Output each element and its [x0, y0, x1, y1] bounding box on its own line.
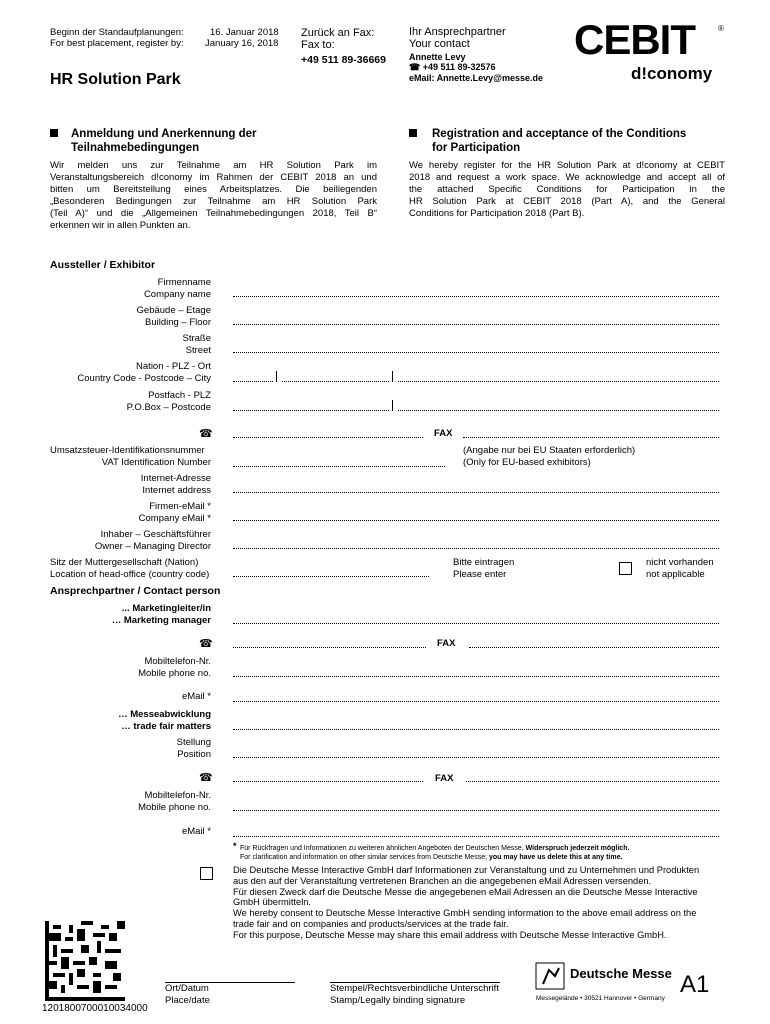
footnote-en [240, 853, 622, 863]
trade-fair-label-en: … trade fair matters [121, 721, 211, 732]
consent-line: GmbH übermitteln. [233, 897, 312, 908]
deutsche-messe-logo-icon [535, 962, 565, 990]
intro-en-text [409, 160, 725, 220]
fax-field[interactable] [463, 437, 719, 438]
company-label-de: Firmenname [157, 277, 211, 288]
marketing-label [112, 603, 211, 627]
na-label-de: nicht vorhanden [646, 557, 714, 568]
company-email-label [139, 501, 211, 525]
signature-label-de: Stempel/Rechtsverbindliche Unterschrift [330, 983, 499, 994]
trade-fair-label-de: … Messeabwicklung [118, 709, 211, 720]
building-label-de: Gebäude – Etage [136, 305, 211, 316]
company-email-field[interactable] [233, 520, 719, 521]
street-field[interactable] [233, 352, 719, 353]
enter-label-de: Bitte eintragen [453, 557, 515, 568]
consent-text [233, 865, 699, 941]
company-email-label-de: Firmen-eMail * [149, 501, 211, 512]
trade-fair-fax-field[interactable] [466, 781, 719, 782]
pobox-postcode-field[interactable] [398, 410, 719, 411]
building-label-en: Building – Floor [144, 317, 211, 328]
marketing-phone-field[interactable] [233, 647, 426, 648]
street-label-en: Street [185, 345, 211, 356]
vat-note-en: (Only for EU-based exhibitors) [463, 457, 591, 468]
consent-line: We hereby consent to Deutsche Messe Interactive GmbH sending information to the above email address on the [233, 908, 697, 919]
mobile-label-de: Mobiltelefon-Nr. [144, 656, 211, 667]
intro-de-line: (Teil A)“ und die „Allgemeinen Teilnahmebedingungen 2018, Teil B“ [50, 208, 377, 219]
company-field[interactable] [233, 296, 719, 297]
phone-icon: ☎ [199, 772, 213, 784]
owner-label-de: Inhaber – Geschäftsführer [100, 529, 211, 540]
intro-de-line: Wir melden uns zur Teilnahme am HR Solution Park im [50, 160, 377, 171]
intro-de-line: erkennen wir in allen Punkten an. [50, 220, 191, 231]
contact-en: Your contact [409, 38, 470, 50]
mobile-label-en: Mobile phone no. [138, 668, 211, 679]
owner-label [95, 529, 211, 553]
trade-fair-label [118, 709, 211, 733]
contact-phone: ☎ +49 511 89-32576 [409, 62, 496, 72]
deutsche-messe-name: Deutsche Messe [570, 966, 672, 981]
web-label-de: Internet-Adresse [140, 473, 211, 484]
position-label [177, 737, 211, 761]
marketing-mobile-field[interactable] [233, 676, 719, 677]
consent-line: For this purpose, Deutsche Messe may share this email address with Deutsche Messe Interactive GmbH. [233, 929, 667, 940]
pobox-label [127, 390, 211, 414]
consent-line: aus den auf der Veranstaltung vertretenen Branchen an die angegebenen eMail Adressen versenden. [233, 875, 652, 886]
field-separator [276, 371, 277, 382]
intro-de-title-2: Teilnahmebedingungen [71, 142, 200, 154]
intro-de-title-1: Anmeldung und Anerkennung der [71, 128, 257, 140]
deadline-en-date: January 16, 2018 [205, 38, 279, 49]
intro-de-line: bitten um Bereitstellung eines Arbeitsplatzes. Die beiliegenden [50, 184, 377, 195]
signature-label [330, 983, 499, 1007]
vat-label-en: VAT Identification Number [101, 457, 211, 468]
intro-en-title-2: for Participation [432, 142, 521, 154]
fax-de: Zurück an Fax: [301, 27, 375, 39]
pobox-label-de: Postfach - PLZ [148, 390, 211, 401]
cebit-logo-text: CEBIT [574, 16, 695, 63]
company-email-label-en: Company eMail * [138, 513, 211, 524]
fax-label: FAX [435, 773, 454, 784]
building-field[interactable] [233, 324, 719, 325]
intro-de-line: „Besonderen Bedingungen zur Teilnahme am HR Solution Park [50, 196, 377, 207]
pobox-label-en: P.O.Box – Postcode [126, 402, 211, 413]
na-label-en: not applicable [646, 569, 705, 580]
web-label-en: Internet address [142, 485, 211, 496]
position-field[interactable] [233, 757, 719, 758]
diconomy-logo-text: d!conomy [631, 64, 713, 83]
nation-label-de: Nation - PLZ - Ort [136, 361, 211, 372]
deadline-de: Beginn der Standaufplanungen: [50, 27, 184, 38]
place-date-label-de: Ort/Datum [165, 983, 209, 994]
country-code-field[interactable] [233, 381, 273, 382]
cebit-logo [574, 16, 724, 90]
footnote-de-bold: Widerspruch jederzeit möglich. [525, 845, 630, 852]
fax-label: FAX [437, 638, 456, 649]
enter-label [453, 557, 514, 581]
footnote-star: * [233, 841, 237, 851]
company-label [144, 277, 211, 301]
signature-label-en: Stamp/Legally binding signature [330, 995, 466, 1006]
mobile-label-en: Mobile phone no. [138, 802, 211, 813]
barcode-number: 1201800700010034000 [42, 1003, 148, 1014]
footnote-de-text: Für Rückfragen und Informationen zu weiteren ähnlichen Angeboten der Deutschen Messe, [240, 845, 526, 852]
registered-mark: ® [718, 24, 724, 33]
datamatrix-barcode [45, 921, 125, 1001]
marketing-email-field[interactable] [233, 701, 719, 702]
street-label-de: Straße [182, 333, 211, 344]
page-title: HR Solution Park [50, 71, 181, 88]
contact-heading: Ansprechpartner / Contact person [50, 585, 221, 597]
vat-note-de: (Angabe nur bei EU Staaten erforderlich) [463, 445, 636, 456]
marketing-fax-field[interactable] [469, 647, 719, 648]
building-label [137, 305, 211, 329]
place-date-label [165, 983, 210, 1007]
intro-en-line: the attached Specific Conditions for Participation in the [409, 184, 725, 195]
field-separator [392, 371, 393, 382]
nation-label [77, 361, 211, 385]
trade-fair-phone-field[interactable] [233, 781, 423, 782]
city-field[interactable] [398, 381, 719, 382]
pobox-field[interactable] [233, 410, 389, 411]
intro-en-line: 2018 and request a work space. We acknowledge and accept all of [409, 172, 725, 183]
consent-line: trade fair and on companies and products/services at the trade fair. [233, 918, 509, 929]
enter-label-en: Please enter [453, 569, 507, 580]
contact-email: eMail: Annette.Levy@messe.de [409, 73, 543, 83]
consent-line: Für diesen Zweck darf die Deutsche Messe die angegebenen eMail Adressen an die Deutsche Messe Interactive [233, 886, 698, 897]
fax-en: Fax to: [301, 39, 335, 51]
deutsche-messe-address: Messegelände • 30521 Hannover • Germany [536, 995, 665, 1002]
owner-field[interactable] [233, 548, 719, 549]
position-label-en: Position [177, 749, 211, 760]
intro-de-text [50, 160, 377, 232]
deadline-de-date: 16. Januar 2018 [210, 27, 279, 38]
vat-label-de: Umsatzsteuer-Identifikationsnummer [50, 445, 205, 456]
footnote-en-text: For clarification and information on other similar services from Deutsche Messe; [240, 854, 489, 861]
mobile-label-de: Mobiltelefon-Nr. [144, 790, 211, 801]
exhibitor-heading: Aussteller / Exhibitor [50, 259, 156, 271]
street-label [182, 333, 211, 357]
phone-icon: ☎ [199, 638, 213, 650]
field-separator [392, 400, 393, 411]
position-label-de: Stellung [176, 737, 211, 748]
bullet-square-icon [409, 129, 417, 137]
marketing-email-label: eMail * [181, 691, 211, 702]
fax-number: +49 511 89-36669 [301, 54, 386, 66]
marketing-mobile-label [138, 656, 211, 680]
vat-field[interactable] [233, 466, 445, 467]
consent-line: Die Deutsche Messe Interactive GmbH darf Informationen zur Veranstaltung und zu Unternehmen und Produkten [233, 865, 700, 875]
marketing-label-de: ... Marketingleiter/in [121, 603, 211, 614]
marketing-label-en: … Marketing manager [111, 615, 211, 626]
not-applicable-checkbox[interactable] [619, 562, 632, 575]
web-field[interactable] [233, 492, 719, 493]
footnote-en-bold: you may have us delete this at any time. [488, 854, 623, 861]
intro-de-line: Veranstaltungsbereich d!conomy im Rahmen der CEBIT 2018 an und [50, 172, 377, 183]
trade-fair-email-field[interactable] [233, 836, 719, 837]
na-label [646, 557, 714, 581]
trade-fair-mobile-field[interactable] [233, 810, 719, 811]
fax-label: FAX [434, 428, 453, 439]
consent-checkbox[interactable] [200, 867, 213, 880]
nation-label-en: Country Code - Postcode – City [77, 373, 211, 384]
form-id: A1 [680, 971, 710, 998]
contact-name: Annette Levy [409, 52, 466, 62]
contact-de: Ihr Ansprechpartner [409, 26, 506, 38]
bullet-square-icon [50, 129, 58, 137]
hq-label-en: Location of head-office (country code) [50, 569, 210, 580]
intro-en-title-1: Registration and acceptance of the Conditions [432, 128, 687, 140]
phone-field[interactable] [233, 437, 423, 438]
company-label-en: Company name [143, 289, 211, 300]
trade-fair-name-field[interactable] [233, 729, 719, 730]
intro-en-line: HR Solution Park at CEBIT 2018 (Part A), and the General [409, 196, 725, 207]
hq-label [50, 557, 209, 581]
marketing-name-field[interactable] [233, 623, 719, 624]
trade-fair-mobile-label [138, 790, 211, 814]
trade-fair-email-label: eMail * [181, 826, 211, 837]
intro-en-line: Conditions for Participation 2018 (Part B). [409, 208, 585, 219]
hq-field[interactable] [233, 576, 429, 577]
intro-en-line: We hereby register for the HR Solution Park at d!conomy at CEBIT [409, 160, 725, 171]
phone-icon: ☎ [199, 428, 213, 440]
owner-label-en: Owner – Managing Director [94, 541, 211, 552]
deadline-en: For best placement, register by: [50, 38, 184, 49]
hq-label-de: Sitz der Muttergesellschaft (Nation) [50, 557, 199, 568]
postcode-field[interactable] [282, 381, 389, 382]
web-label [141, 473, 211, 497]
place-date-label-en: Place/date [165, 995, 210, 1006]
